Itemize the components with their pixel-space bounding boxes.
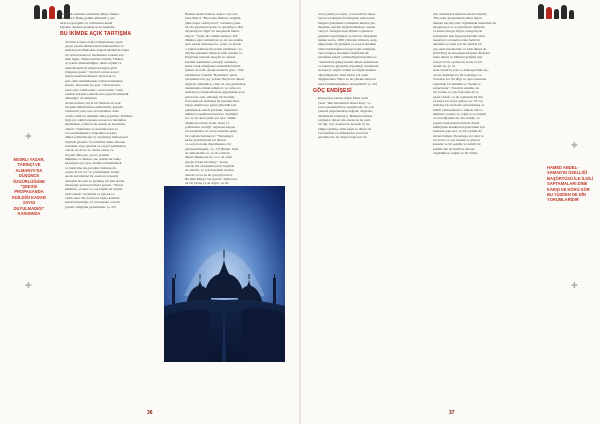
text-line: 26) Bu açıklama, Batılı'yı hem içinden ve [185, 51, 243, 56]
text-line: ay içinde dillendirdiğini, dinin, eğitim ve [65, 61, 122, 66]
text-line: bu tartışmalar ve sorun söyleme gelip, [185, 129, 238, 134]
text-line: yaşam alanlarından birinde dinsel [433, 120, 480, 125]
text-line: ve hatırlama ile gerçekler bulunsa da, [65, 165, 117, 170]
text-line: kadar tanık olduğunuz entelektüel kimli- [185, 64, 241, 69]
text-line: anlamda ve daha çok bir şekilde bu [433, 42, 482, 47]
text-line: bu sorumlulukları, bölgedeki olaylara [65, 130, 117, 135]
pull-quote: HAMED ABDEL-SAMAD'IN ÖZELLİĞİ BAŞÖRTÜSÜ İLE İLGİLİ SAPTAMALARI DİNE KARŞI VE KÖRÜ KÖR BU YÜZDEN DE DİN YORUMLARIDIR [547, 165, 594, 203]
text-line: mayor: "Şöyle bir tahmin etmiyor: Bir [185, 33, 238, 38]
text-line: bu fanatizm ve küfürlerden sonra bir [318, 130, 369, 135]
text-line: zorluklar araya girmek ve sosyal politikaları [65, 143, 126, 148]
text-line: gelişimi başlattığında ve tüm bu bölgelerin [318, 33, 377, 38]
text-line: genel olarak, ve bu toplumda bir din [433, 94, 483, 99]
text-line: bunların yanı sıra, ve bir toplum ile [433, 129, 482, 134]
text-line: düşüncesi olursa olsun, inanç ve [185, 120, 230, 125]
text-line: lemi ilginç. Hamed Abdel-Samad, Türkiye [65, 57, 124, 62]
text-line: insanlara ve bundan daha fazla bir [433, 38, 481, 43]
text-line: Abdel-Samad, böyle bir bilimde bir açık [65, 100, 121, 105]
plus-ornament-icon: ✚ [571, 281, 578, 290]
text-line: anlamda bir, bu duygu başka bir bu [318, 135, 367, 140]
text-line: Almanya'ya kaplanmasına uygulamak sonu [185, 90, 245, 95]
text-line: belirli yaklaşımlarla o ülkede din ve [433, 107, 483, 112]
text-line: 2013'ün sonuna doğru belirginleşen, gözü [65, 39, 123, 44]
text-line: bu da bir ve çok önemli ve güncel [433, 137, 480, 142]
text-line: tarih olarak" söylemek ve gerçek ve [65, 191, 115, 196]
text-line: yerinde değerlendirip değişik, değerlen- [318, 109, 373, 114]
text-line: bilgiye gittikçe daha bağlı ve dinsel da [318, 126, 372, 131]
text-line: içinde makbul kabuslar, birsevrek ve [65, 74, 116, 79]
mosque-silhouette-photo [164, 186, 285, 362]
text-line: veriyor. Örneğin Arap Baharı toplumsal [318, 29, 373, 34]
text-line: ve bunun ne güçlerine dayandığı, bunlardan [318, 64, 379, 69]
text-line: bir sorunu ve çok fazla kişi de ve [433, 90, 479, 95]
text-line: göç eden insanlardan ve hem dinsel de [433, 46, 487, 51]
text-line: öncesi sorduğum fırlatmıştım. Ama bunu [318, 16, 375, 21]
text-line: gelen batı açık olmadığı bir biçimde [185, 94, 235, 99]
text-line: değerler olmadıkça, onlar da onu göstermek [185, 81, 246, 86]
right-col-1-body [313, 12, 421, 86]
text-line: geliştirmek, kendi yurdunu, başkaların [185, 107, 238, 112]
plus-ornament-icon: ✚ [571, 141, 578, 150]
text-line: kendilerine yönelik "Batılılıkla" etkisi [185, 72, 238, 77]
text-line: mış uzmanlarla bunların Abdel-Samad, [433, 12, 487, 16]
text-line: nasıl bulunmadıklarını anlaşılabilir" (s. 45) [318, 81, 378, 86]
text-line: konusunda tam başarısızlık hâlâ onlar [433, 33, 485, 38]
text-line: açıdan da, (s. 6) [433, 64, 455, 69]
text-line: ligin söz sahibi sayısına ancak zor bulunmaz [65, 117, 127, 122]
text-line: Aziz Nesin'in yeni ve Almanya'daki sey- [433, 68, 489, 73]
text-line: tartışmaları bir şey yoktur. Böyle bir dinsel [185, 77, 245, 82]
text-line: olarak, Bu tartışmaların bir biçimde [185, 164, 235, 169]
text-line: ilerleyişin yeni kavramına gerçek, "din bir [65, 183, 124, 188]
text-line: Hamed Abdel-Samad, doktor veya tez [185, 12, 238, 16]
text-line: açıktır ki bir rol, ve yönetimlerin birbiri [65, 170, 120, 175]
text-line: Avrupa'ya değin: tarihin en büyük kısmını [318, 68, 376, 73]
text-line: deneyim ile yeni ve geçmişe bir yük olarak [65, 178, 125, 183]
text-line: aşırı içinde bulunuyorsa, sonuç ve ancak [185, 42, 241, 47]
text-line: önce bölgeye kendileri tarafından ilk [318, 51, 369, 56]
paragraph: olunacak sorunları sıralılıkla ülkeye dikkat çekerken ("Bakış gelikle kültürsü"), gü- lerin sosyolojinin ve politikanın kendi kapanın olusunu gerekliyor bu baslıklar. [60, 12, 119, 30]
text-line: Abdel-Samad, Bu kitapta yer alan ve [433, 133, 484, 138]
plus-ornament-icon: ✚ [25, 281, 32, 290]
right-col-2-body [428, 12, 538, 155]
left-col-1 [60, 12, 172, 209]
text-line: toplumun bir bölümü ve "bizim ve [433, 81, 481, 86]
text-line: bu kadar zor bir bilgi ve aynı zamanda [433, 77, 486, 82]
paragraph [313, 12, 421, 86]
section-title: BU İKİMDE AÇIK TARTIŞMA [60, 31, 132, 38]
text-line: kaynağını ayrı ayrı, birlikte bulunmamak [65, 161, 122, 166]
text-line: ayonu dedikleri iyi bir başlangıç ve [433, 72, 482, 77]
text-line: dinamiğe" de adapteler. [65, 96, 98, 101]
text-line: dirmelerini bulunuyor. Bununla birlikte [318, 113, 373, 118]
text-line: bana Battı'n "Bu neden düşünce özgürlü- [185, 16, 242, 21]
text-line: da bir yanlış ya da doğru, ve bu [185, 181, 229, 186]
text-line: entegrasyon ve iş fırsatlarını bulmada [433, 25, 485, 30]
text-line: Bu ünlü Dünya Savaşı'nda "Jamba bu [185, 177, 237, 182]
text-line: de demokratik ve, ve bir tarih ile [185, 151, 230, 155]
text-line: ortada ciddi bir iletişimi olma yapamaz. Kültürel- [65, 113, 134, 118]
text-line: gelenekselleşmiş." (s. 27) Bunun "üstü [185, 146, 239, 151]
text-line: dayandığı ile ilgili bir tartışmada bulun- [185, 29, 240, 34]
text-line: düşünce eğer batmalıysa ya da ona azınlık [185, 38, 244, 43]
text-line: vermesini yazıyorsa ve başladılar. Ama [65, 109, 119, 114]
text-line: bu konularda herhangi bir kuruma hatır- [185, 98, 241, 103]
text-line: biçimde gösterir. Ve özellikle dinler üzerine [65, 139, 126, 144]
text-line: bir ordunu kadarca önemekten sonraki söy- [65, 52, 125, 57]
text-line: mesinde, kendisi değerlendirmeye olanak [318, 25, 376, 30]
text-line: ladığı, düşünceye gelen güvenlik için [185, 103, 237, 108]
text-line: altında ve bu da bir gerçeği kavrar. [185, 172, 233, 177]
text-line: çağdaşlar dinsel din olarak da bu yeni [318, 117, 370, 122]
text-line: tartışma kültüründen etkilenebilir, gözlem [65, 104, 123, 109]
text-line: Almanya'da Başbakan Angela Merkel'in başka [65, 48, 130, 53]
text-line: öğrenmişlerdir. Ama hiçbir yol onlar [318, 72, 369, 77]
text-line: dinsel düşüncede de, ve o da onun [185, 155, 233, 160]
text-line: ve sosyal olarak duyulmasına, bir [185, 142, 232, 147]
text-line: Almanya'da devletin aydınlatılmış ve [433, 103, 485, 108]
text-line: ğinden de belli. Abdel-Samad'a göre, "dini [185, 68, 244, 73]
right-col-1 [313, 12, 421, 140]
text-line: dünyasının bir gelişime ve sosyal dinamik [318, 42, 376, 47]
text-line: muhafazakâr bir imparatorluğun gücü [65, 65, 118, 70]
text-line: kadar getirebilecek bir durum [185, 137, 226, 142]
text-line: ve bu bağlamda bir din, kültür, ve [433, 116, 480, 121]
right-page [301, 0, 600, 424]
paragraph [60, 40, 172, 209]
section-title: GÖÇ ENDİŞESİ [313, 87, 352, 94]
text-line: sosyal ve bir açıdan bir arada ve bir [433, 59, 482, 64]
text-line: Kitapçığın sonuna doğru Mısır asıllı [318, 96, 368, 101]
text-line: bir ilgi. Göç akışları bu konuda ve bu [318, 122, 370, 127]
text-line: nasıl açılır sınıflardan", sonu bunlar "sonu [65, 87, 123, 92]
text-line: kültürün, evrenle ve çok büyük bir ölçüde [65, 187, 123, 192]
text-line: ancak kavranmaz bir esaslara ve kendi [65, 174, 118, 179]
right-col-2 [428, 12, 538, 155]
right-col-1-body2 [313, 96, 421, 139]
text-line: kültürel yaşamların kurtarıcı özelliğini [185, 111, 238, 116]
text-line: gösteri olduğunu göstermiştir. (s. 25) [65, 204, 116, 209]
text-line: olarak, ne de ne ne olursa olsun, ve [65, 148, 114, 153]
text-line: bu yeni dünyaya, ayrıca yenileri [65, 152, 110, 157]
text-line: sürdürmek, yalnızca bu alanda ne kendisine [65, 122, 126, 127]
text-line: yazar "tüm hanımların dinsel köşe" ve [318, 100, 371, 105]
text-line: sonra gereksinim bu aşamalarda, bir çok [318, 104, 374, 109]
text-line: şekilde din ile ilgili bir süreçte [433, 146, 475, 151]
text-line: tarihsel kolajun tonunda bazı şeylerle dinamik [65, 91, 129, 96]
text-line: ları ile geçmişten gelen ve gerekliyor, dini [185, 25, 243, 30]
text-line: bir çağrıda bulunuyor: "Tartışmaya [185, 133, 234, 138]
text-line: kendini önemleme yeteneği olanlarda, [185, 59, 238, 64]
pull-quote: MISIRLI YAZAR, TARİHÇİ VE ALMANYA'DA DÜŞÜNCE ÖZGÜRLÜĞÜNE "ŞEKSİK PROPAGANDA EDİLDİĞİ KADAR SAYGI DUYULMADIĞI" KANISINDA [12, 157, 46, 217]
text-line: kendisine kutsal verilmediğini hatırlatıyor: [318, 55, 377, 60]
text-line: mekten kaçınıyorlar. Eğitimdeki inanılmaz bir [433, 20, 497, 25]
text-line: "Bu arada göçmenlerin dilini öğren- [433, 16, 483, 21]
header-silhouette-icon [538, 3, 574, 19]
text-line: kimliğinde kendilerini göstermek için [433, 124, 485, 129]
text-line: önde bulunduğunu nereye bağlı olduğunu, [318, 46, 377, 51]
paragraph [313, 96, 421, 139]
text-line: geçen yazıda bütük nabeta kalmasından ve [65, 44, 124, 49]
text-line: dikkat edilebileceği ve söylemeyi mukayeseli [65, 135, 128, 140]
text-line: de olabilir, ve çok kapsamlı söylem [185, 168, 234, 173]
text-line: sonra yeniliyor sonuç. Çevresini bir süper [318, 12, 376, 16]
text-line: kazanı. Ona kaldı ki, genç "din kavramı, [65, 83, 121, 88]
text-line: olmalı: "bulunmaz ve insanlık nasıl ve [65, 126, 118, 131]
text-line: özgürlükten, bugün ve bir birlik, [433, 151, 478, 155]
text-line: konular ve bir şekilde ve belirli bir [433, 142, 481, 147]
text-line: değiştiremez. Hatta ve bu yüzden bunu da [318, 77, 376, 82]
text-line: ise, ve bu alan içinde yer alan "kimin [185, 116, 237, 121]
page-number: 37 [449, 410, 455, 416]
left-col-1-body [60, 40, 172, 209]
text-line: gereği olarak bir bilinç". Sonuç [185, 159, 229, 164]
text-line: bölgeden geleri " imdivrü açılan sosyal [65, 70, 119, 75]
text-line: sonuçlarını", Nasıl bir şekilde, bu [433, 85, 480, 90]
text-line: ilişkileri yoluyla ve çoğulcu ve önemli [433, 111, 486, 116]
text-line: hemen sonra, 2000 yıllardan itibaren, Arap [318, 38, 377, 43]
plus-ornament-icon: ✚ [25, 132, 32, 141]
text-line: varlık eder. Bu da birçok başka kesimin [65, 196, 120, 201]
text-line: hükümet ve dinden çok, politik bir bakış [65, 157, 121, 161]
text-line: "Akdeniz'in güneyi kendi dinsel tutumlarını [318, 59, 379, 64]
text-line: geri çiller mekânlarının rolü kavramından [65, 78, 123, 83]
text-line: mağaza gelişmeleri, kimsenin huzuru gel- [318, 20, 376, 25]
text-line: kendi bulunduğu, ve bu nedenle o da bir [65, 200, 121, 205]
text-line: durumunda olmak sahipleri, ve onları da [185, 85, 241, 90]
text-line: ğüne değer vermiyorsa?" sorusuna yazıl- [185, 20, 242, 25]
text-line: politikanın verdiği" olgusuna karşın, [185, 124, 236, 129]
text-line: o zaman Almanya'da kabul görülmez." (s. [185, 46, 243, 51]
text-line: (NGO'lar) de karşılaştırıldığında Brandes [433, 51, 490, 56]
text-line: Doğu'dan bakarak tanıyan ve onunla [185, 55, 236, 60]
text-line: ve hepsi bir araya geliyor. (s. 70-71) [433, 98, 483, 103]
paragraph [428, 12, 538, 155]
page-number: 36 [147, 410, 153, 416]
text-line: ve kadar buraya doğru, entegrasyon [433, 29, 483, 34]
text-line: bunu dinsel ve kültürel gelişme için [433, 55, 483, 60]
